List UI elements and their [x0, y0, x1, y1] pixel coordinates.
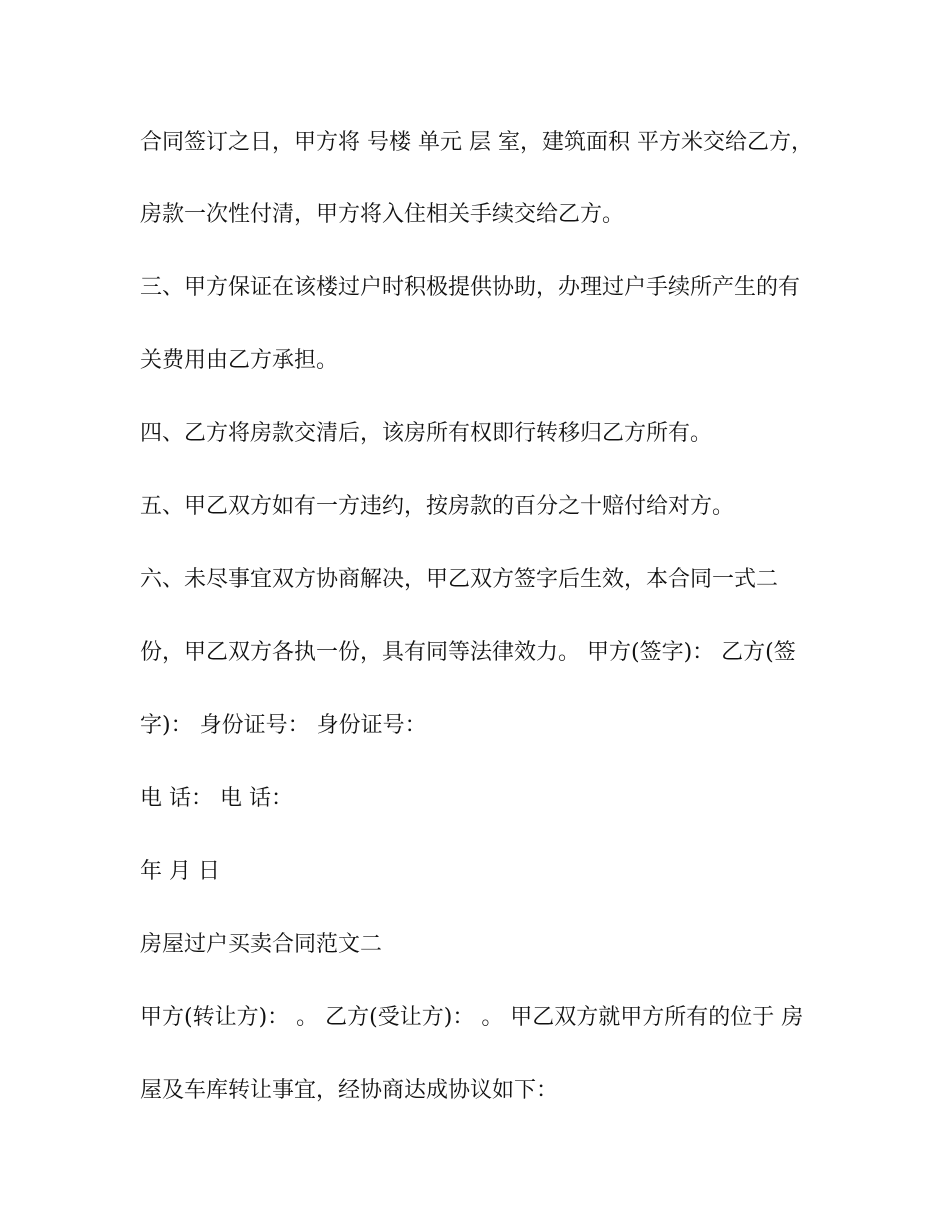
paragraph-line-4: 关费用由乙方承担。	[140, 348, 339, 373]
paragraph-line-6: 五、甲乙双方如有一方违约，按房款的百分之十赔付给对方。	[140, 494, 735, 519]
paragraph-line-2: 房款一次性付清，甲方将入住相关手续交给乙方。	[140, 202, 625, 227]
paragraph-line-1: 合同签订之日，甲方将 号楼 单元 层 室，建筑面积 平方米交给乙方，	[140, 130, 813, 155]
paragraph-line-5: 四、乙方将房款交清后，该房所有权即行转移归乙方所有。	[140, 421, 713, 446]
paragraph-line-13: 甲方(转让方)： 。 乙方(受让方)： 。 甲乙双方就甲方所有的位于 房	[140, 1005, 804, 1030]
paragraph-line-10: 电 话： 电 话：	[140, 786, 293, 811]
paragraph-line-7: 六、未尽事宜双方协商解决，甲乙双方签字后生效，本合同一式二	[140, 567, 779, 592]
paragraph-line-8: 份，甲乙双方各执一份，具有同等法律效力。 甲方(签字)： 乙方(签	[140, 640, 796, 665]
paragraph-line-3: 三、甲方保证在该楼过户时积极提供协助，办理过户手续所产生的有	[140, 275, 801, 300]
paragraph-line-9: 字)： 身份证号： 身份证号：	[140, 713, 427, 738]
paragraph-line-11: 年 月 日	[140, 859, 220, 884]
paragraph-line-14: 屋及车库转让事宜，经协商达成协议如下：	[140, 1078, 559, 1103]
section-heading: 房屋过户买卖合同范文二	[140, 932, 383, 957]
